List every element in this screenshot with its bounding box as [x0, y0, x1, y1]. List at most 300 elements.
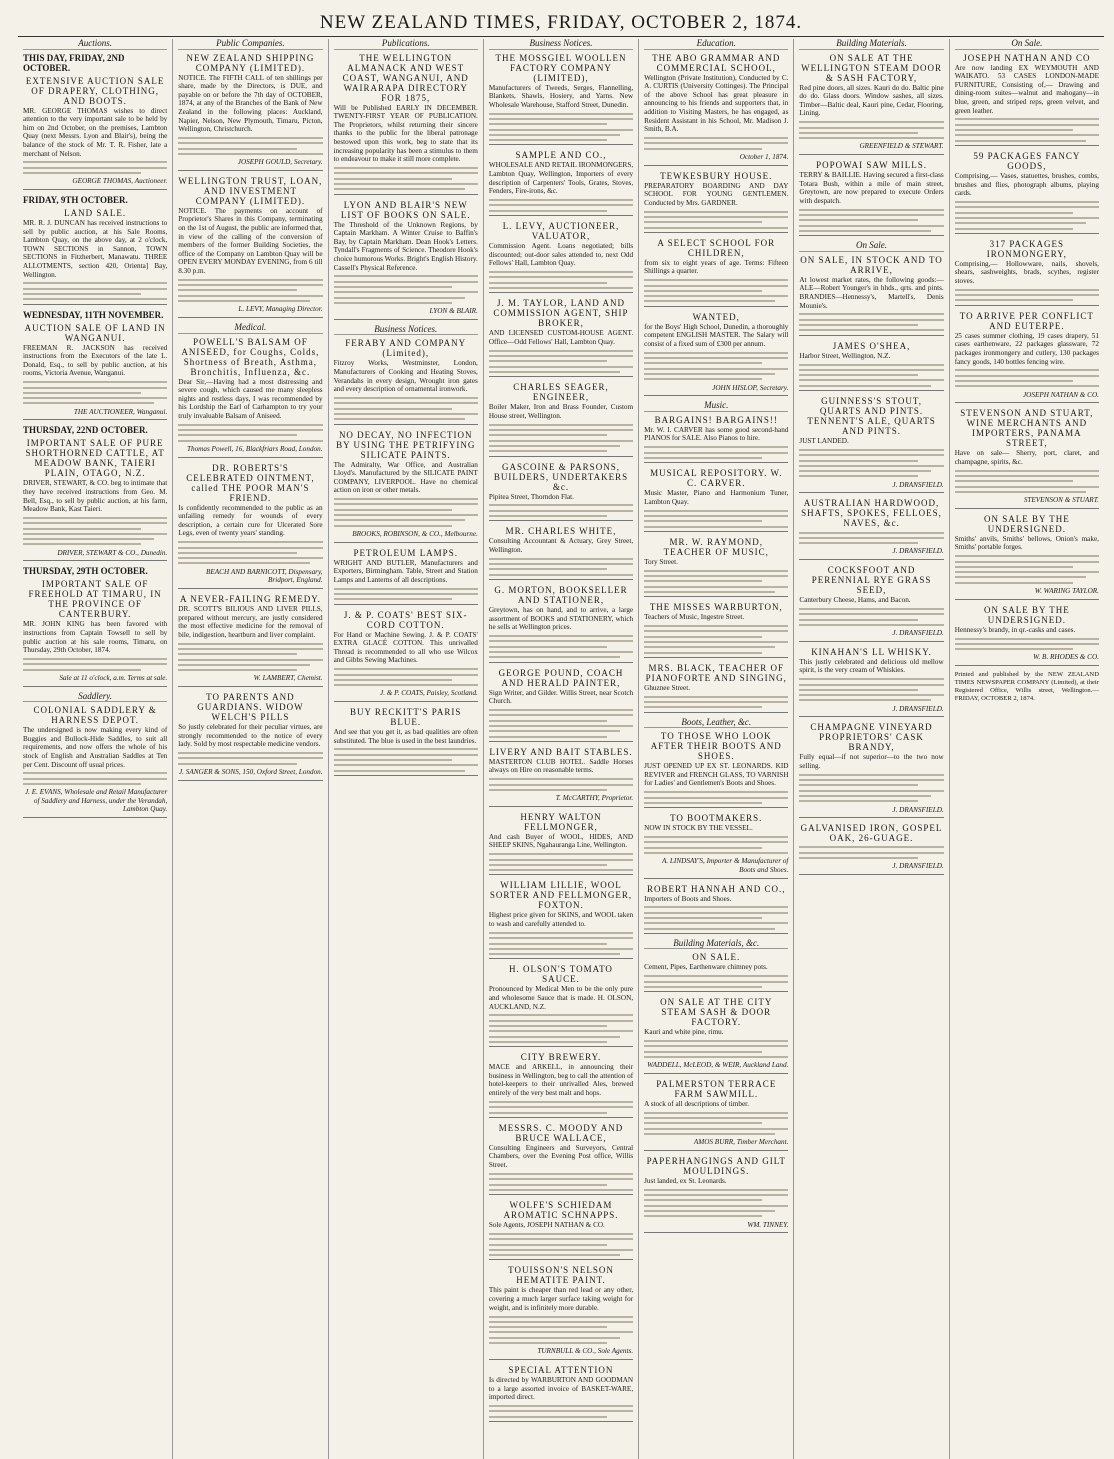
ad-body-continued	[489, 1233, 633, 1256]
section-heading: Boots, Leather, &c.	[644, 718, 788, 729]
ad-body-continued	[489, 271, 633, 289]
ad-signature: J. DRANSFIELD.	[892, 480, 944, 489]
divider	[489, 1117, 633, 1118]
ad-body-continued	[799, 678, 943, 701]
section-heading: Publications.	[334, 39, 478, 50]
ad-body: PREPARATORY BOARDING AND DAY SCHOOL FOR YOUNG GENTLEMEN. Conducted by Mrs. GARDNER.	[644, 181, 789, 207]
advertisement	[799, 823, 943, 875]
ad-signature: JOSEPH NATHAN & CO.	[1022, 390, 1099, 399]
ad-signature: LYON & BLAIR.	[429, 307, 478, 316]
ad-body: Is directed by WARBURTON AND GOODMAN to a large assorted invoice of BASKET-WARE, imported direct.	[488, 1375, 634, 1402]
divider	[334, 424, 478, 425]
ad-signature: BROOKS, ROBINSON, & CO., Melbourne.	[352, 529, 478, 538]
ad-body: Manufacturers of Tweeds, Serges, Flannelling, Blankets, Shawls, Hosiery, and Yarns. New Wholesale Warehouse, Stafford Street, Dunedin.	[488, 83, 634, 109]
advertisement	[489, 1365, 633, 1422]
ad-body: Mr. W. I. CARVER has some good second-hand PIANOS for SALE. Also Pianos to hire.	[644, 425, 789, 443]
divider	[489, 741, 633, 742]
ad-body: Cement, Pipes, Earthenware chimney pots.	[644, 963, 768, 972]
advertisement	[955, 311, 1099, 403]
ad-dateline: FRIDAY, 9TH OCTOBER.	[23, 194, 128, 205]
ad-title: TO ARRIVE PER CONFLICT AND EUTERPE.	[959, 310, 1094, 331]
ad-body: Boiler Maker, Iron and Brass Founder, Custom House street, Wellington.	[488, 403, 634, 420]
advertisement	[489, 880, 633, 959]
advertisement	[334, 610, 478, 702]
advertisement	[23, 425, 167, 561]
ad-body: Music Master, Piano and Harmonium Tuner, Lambton Quay.	[644, 489, 789, 506]
ad-title: AUSTRALIAN HARDWOOD, SHAFTS, SPOKES, FELLOES, NAVES, &c.	[801, 498, 942, 529]
ad-body-continued	[334, 668, 478, 686]
ad-title: STEVENSON AND STUART, WINE MERCHANTS AND IMPORTERS, PANAMA STREET,	[960, 408, 1094, 449]
ad-title: TO PARENTS AND GUARDIANS. WIDOW WELCH'S PILLS	[197, 691, 304, 722]
ad-body-continued	[178, 643, 322, 671]
divider	[489, 874, 633, 875]
divider	[644, 878, 788, 879]
ad-body-continued	[644, 1189, 788, 1217]
ad-signature: W. B. RHODES & CO.	[1033, 653, 1099, 662]
divider	[644, 712, 788, 713]
ad-body-continued	[799, 449, 943, 477]
ad-title: CHAMPAGNE VINEYARD PROPRIETORS' CASK BRANDY,	[810, 722, 933, 753]
ad-title: L. LEVY, AUCTIONEER, VALUATOR,	[502, 221, 620, 242]
ad-signature: TURNBULL & CO., Sole Agents.	[537, 1347, 634, 1356]
ad-body: JUST OPENED UP EX ST. LEONARDS. KID REVIVER and FRENCH GLASS, TO VARNISH for Ladies' and Gentlemen's Boots and Shoes.	[644, 762, 789, 788]
ad-signature: STEVENSON & STUART.	[1023, 496, 1099, 505]
advertisement	[799, 255, 943, 336]
advertisement	[178, 53, 322, 171]
ad-signature: J. DRANSFIELD.	[892, 629, 944, 638]
advertisement	[799, 396, 943, 493]
ad-signature: L. LEVY, Managing Director.	[238, 305, 323, 314]
ad-body: WHOLESALE AND RETAIL IRONMONGERS, Lambton Quay, Wellington, Importers of every description of Carpenters' Tools, Grates, Stoves, Fenders, Fire-irons, &c.	[488, 161, 634, 196]
advertisement	[178, 176, 322, 318]
ad-body-continued	[489, 504, 633, 517]
ad-body-continued	[799, 532, 943, 545]
advertisement	[799, 647, 943, 718]
advertisement	[489, 964, 633, 1047]
divider	[489, 1359, 633, 1360]
advertisement	[955, 53, 1099, 146]
advertisement	[489, 1265, 633, 1359]
ad-signature: October 1, 1874.	[739, 152, 789, 161]
advertisement	[489, 298, 633, 377]
ad-body-continued	[489, 778, 633, 791]
ad-title: CHARLES SEAGER, ENGINEER,	[513, 382, 609, 403]
divider	[334, 604, 478, 605]
ad-title: GALVANISED IRON, GOSPEL OAK, 26-GUAGE.	[800, 823, 943, 844]
ad-title: GUINNESS'S STOUT, QUARTS AND PINTS. TENNENT'S ALE, QUARTS AND PINTS.	[807, 396, 936, 437]
advertisement	[489, 668, 633, 742]
divider	[23, 560, 167, 561]
ad-body-continued	[799, 364, 943, 387]
section-heading: Building Materials, &c.	[644, 939, 788, 950]
ad-signature: J. DRANSFIELD.	[892, 805, 944, 814]
ad-title: POWELL'S BALSAM OF ANISEED, for Coughs, Colds, Shortness of Breath, Asthma, Bronchitis, Influenza, &c.	[181, 336, 320, 377]
section-heading: Auctions.	[23, 39, 167, 50]
ad-title: IMPORTANT SALE OF FREEHOLD AT TIMARU, IN THE PROVINCE OF CANTERBURY.	[28, 579, 162, 620]
ad-title: WANTED,	[692, 311, 740, 322]
ad-title: IMPORTANT SALE OF PURE SHORTHORNED CATTLE, AT MEADOW BANK, TAIERI PLAIN, OTAGO, N.Z.	[25, 438, 165, 479]
ad-title: TO BOOTMAKERS.	[670, 813, 763, 824]
ad-body: from six to eight years of age. Terms: Fifteen Shillings a quarter.	[644, 258, 789, 276]
advertisement	[489, 221, 633, 293]
section-heading: Medical.	[178, 323, 322, 334]
advertisement	[644, 602, 788, 658]
ad-body: FREEMAN R. JACKSON has received instructions from the Executors of the late L. Donald, Esq., to sell by public auction, at his rooms, Victoria Avenue, Wanganui.	[23, 343, 168, 378]
ad-body: NOTICE. The FIFTH CALL of ten shillings per share, made by the Directors, is DUE, and payable on or before the 7th day of OCTOBER, 1874, at any of the Branches of the Bank of New Zealand in the following places: Auckland, Napier, Nelson, New Plymouth, Timaru, Picton, Wellington, Christchurch.	[178, 73, 323, 134]
ad-body-continued	[489, 635, 633, 658]
ad-body: MACE and ARKELL, in announcing their business in Wellington, beg to call the attention of hotel-keepers to their unrivalled Ales, brewed entirely of the very best malt and hops.	[488, 1063, 634, 1098]
ad-body-continued	[799, 313, 943, 331]
ad-title: ON SALE AT THE CITY STEAM SASH & DOOR FACTORY.	[660, 997, 773, 1028]
divider	[799, 235, 943, 236]
ad-body-continued	[489, 199, 633, 212]
divider	[23, 817, 167, 818]
divider	[178, 686, 322, 687]
ad-body: Hennessy's brandy, in qr.-casks and cases.	[954, 625, 1076, 634]
divider	[799, 874, 943, 875]
ad-body: 25 cases summer clothing, 19 cases drapery, 51 cases earthenware, 22 packages glassware, 72 packages ironmongery and cutlery, 130 packages fancy goods, 140 bottles fencing wire.	[954, 331, 1099, 366]
ad-body: Fully equal—if not superior—to the two now selling.	[799, 753, 944, 770]
section-heading: On Sale.	[955, 39, 1099, 50]
column-7	[950, 39, 1104, 1459]
ad-body: Teachers of Music, Ingestre Street.	[644, 613, 745, 622]
divider	[644, 232, 788, 233]
divider	[644, 165, 788, 166]
divider	[644, 657, 788, 658]
ad-body: NOW IN STOCK BY THE VESSEL.	[644, 824, 753, 833]
ad-body-continued	[955, 638, 1099, 651]
ad-body-continued	[334, 588, 478, 601]
ad-title: A SELECT SCHOOL FOR CHILDREN,	[657, 237, 776, 258]
ad-body: Sign Writer, and Gilder. Willis Street, near Scotch Church.	[488, 688, 634, 706]
divider	[644, 531, 788, 532]
ad-body-continued	[334, 275, 478, 303]
ad-body-continued	[334, 167, 478, 190]
ad-body-continued	[178, 752, 322, 765]
ad-body: And see that you get it, as bad qualities are often substituted. The blue is used in the best laundries.	[333, 727, 478, 745]
section-heading: Music.	[644, 401, 788, 412]
advertisement	[334, 338, 478, 424]
ad-title: COCKSFOOT AND PERENNIAL RYE GRASS SEED,	[811, 565, 932, 596]
ad-title: AUCTION SALE OF LAND IN WANGANUI.	[24, 322, 166, 343]
ad-body: DRIVER, STEWART, & CO. beg to intimate that they have received instructions from Geo. M. Bell, Esq., to sell by public auction, at his farm, Meadow Bank, Kast Taieri.	[23, 479, 168, 514]
section-heading: Education.	[644, 39, 788, 50]
divider	[955, 402, 1099, 403]
advertisement	[644, 1079, 788, 1151]
ad-body-continued	[955, 201, 1099, 229]
ad-body-continued	[644, 279, 788, 302]
advertisement	[334, 430, 478, 543]
ad-title: DR. ROBERTS'S CELEBRATED OINTMENT, called THE POOR MAN'S FRIEND.	[186, 462, 315, 503]
ad-body: Wellington (Private Institution), Conducted by C. A. CURTIS (University Cottinges). The Principal of the above School has great pleasure in announcing to his friends and supporters that, in addition to Visiting Masters, he has engaged, as Resident Assistant in his School, Mr. Madison J. Smith, B.A.	[644, 73, 789, 134]
ad-signature: GREENFIELD & STEWART.	[859, 142, 944, 151]
divider	[644, 462, 788, 463]
divider	[489, 456, 633, 457]
section-heading: On Sale.	[799, 241, 943, 252]
divider	[489, 520, 633, 521]
ad-signature: GEORGE THOMAS, Auctioneer.	[72, 177, 168, 186]
ad-body-continued	[23, 772, 167, 785]
divider	[23, 189, 167, 190]
ad-title: NO DECAY, NO INFECTION BY USING THE PETRIFYING SILICATE PAINTS.	[336, 429, 476, 460]
section-heading: Saddlery.	[23, 692, 167, 703]
divider	[489, 215, 633, 216]
ad-body-continued	[644, 570, 788, 593]
advertisement	[799, 53, 943, 155]
divider	[955, 508, 1099, 509]
column-6	[794, 39, 949, 1459]
ad-body-continued	[644, 696, 788, 709]
divider	[334, 775, 478, 776]
advertisement	[23, 53, 167, 190]
divider	[644, 1232, 788, 1233]
ad-body: Fitzroy Works, Westminster, London, Manufacturers of Cooking and Heating Stoves, Verandahs in every design, Wrought iron gates and every description of ornamental ironwork.	[333, 359, 478, 394]
divider	[644, 1073, 788, 1074]
ad-body: A stock of all descriptions of timber.	[644, 1099, 749, 1108]
ad-title: WELLINGTON TRUST, LOAN, AND INVESTMENT COMPANY (LIMITED).	[178, 175, 323, 206]
section-heading: Public Companies.	[178, 39, 322, 50]
advertisement	[644, 731, 788, 808]
divider	[23, 686, 167, 687]
ad-body-continued	[23, 161, 167, 174]
advertisement	[644, 997, 788, 1074]
ad-title: KINAHAN'S LL WHISKY.	[811, 646, 932, 657]
divider	[489, 1421, 633, 1422]
ad-body: AND LICENSED CUSTOM-HOUSE AGENT. Office—Odd Fellows' Hall, Lambton Quay.	[488, 329, 634, 346]
ad-body: Have on sale— Sherry, port, claret, and champagne, spirits, &c.	[954, 449, 1099, 466]
ad-signature: A. LINDSAY'S, Importer & Manufacturer of Boots and Shoes.	[661, 857, 789, 874]
advertisement	[799, 160, 943, 236]
ad-title: FERABY AND COMPANY (Limited),	[345, 338, 467, 359]
ad-title: A NEVER-FAILING REMEDY.	[179, 593, 321, 604]
ad-body-continued	[489, 1014, 633, 1042]
ad-title: MUSICAL REPOSITORY. W. C. CARVER.	[650, 468, 783, 489]
ad-body: Commission Agent. Loans negotiated; bills discounted; out-door sales attended to, next Odd Fellows' Hall, Lambton Quay.	[488, 242, 634, 268]
ad-title: JOSEPH NATHAN AND CO	[963, 52, 1091, 63]
advertisement	[644, 53, 788, 166]
column-5	[639, 39, 794, 1459]
ad-body: For Hand or Machine Sewing. J. & P. COATS' EXTRA GLACÉ COTTON. This unrivalled Thread is recommended to all who use Wilcox and Gibbs Sewing Machines.	[333, 630, 478, 665]
advertisement	[489, 150, 633, 216]
ad-signature: Thomas Powell, 16, Blackfriars Road, London.	[186, 445, 323, 453]
ad-title: THE WELLINGTON ALMANACK AND WEST COAST, WANGANUI, AND WAIRARAPA DIRECTORY FOR 1875,	[342, 52, 469, 103]
ad-body: Importers of Boots and Shoes.	[644, 894, 732, 903]
ad-body-continued	[178, 424, 322, 442]
ad-signature: J. DRANSFIELD.	[892, 704, 944, 713]
advertisement	[334, 53, 478, 195]
ad-body: Consulting Engineers and Surveyors, Central Chambers, over the Evening Post office, Willis Street.	[488, 1143, 634, 1170]
printer-imprint: Printed and published by the NEW ZEALAND TIMES NEWSPAPER COMPANY (Limited), at their Registered Office, Willis street, Wellington.—FRIDAY, OCTOBER 2, 1874.	[954, 671, 1099, 703]
ad-body-continued	[23, 282, 167, 300]
divider	[644, 991, 788, 992]
ad-body: Comprising,— Hollowware, nails, shovels, shears, sashweights, brads, scythes, register stoves.	[954, 259, 1099, 285]
divider	[178, 588, 322, 589]
ad-title: THE MOSSGIEL WOOLLEN FACTORY COMPANY (LIMITED),	[495, 52, 627, 83]
ad-title: 59 PACKAGES FANCY GOODS,	[973, 150, 1081, 171]
ad-body-continued	[489, 1101, 633, 1114]
ad-title: JAMES O'SHEA,	[832, 340, 911, 351]
advertisement	[644, 813, 788, 878]
ad-body-continued	[489, 709, 633, 737]
divider	[799, 492, 943, 493]
divider	[334, 319, 478, 320]
divider	[489, 1046, 633, 1047]
ad-body: Greytown, has on hand, and to arrive, a large assortment of BOOKS and STATIONERY, which he sells at Wellington prices.	[488, 605, 634, 632]
ad-title: J. & P. COATS' BEST SIX-CORD COTTON.	[343, 609, 468, 630]
advertisement	[799, 565, 943, 642]
ad-title: WOLFE'S SCHIEDAM AROMATIC SCHNAPPS.	[503, 1200, 619, 1221]
ad-body: Kauri and white pine, rimu.	[644, 1028, 724, 1037]
ad-signature: WM. TINNEY.	[747, 1220, 789, 1229]
ad-signature: J. SANGER & SONS, 150, Oxford Street, London.	[178, 767, 323, 776]
ad-body-continued	[23, 658, 167, 671]
advertisement	[644, 663, 788, 713]
ad-body: Ghuznee Street.	[644, 683, 691, 692]
ad-signature: J. DRANSFIELD.	[892, 862, 944, 871]
ad-body: MR. JOHN KING has been favored with instructions from Captain Towsell to sell by public auction at his sale rooms, Timaru, on Thursday, 29th October, 1874.	[23, 620, 168, 655]
ad-signature: WADDELL, McLEOD, & WEIR, Auckland Land.	[647, 1061, 789, 1070]
ad-body: for the Boys' High School, Dunedin, a thoroughly competent ENGLISH MASTER. The Salary will consist of a fixed sum of £300 per annum.	[644, 322, 789, 348]
divider	[799, 716, 943, 717]
ad-body: TERRY & BAILLIE. Having secured a first-class Totara Bush, within a mile of main street, Greytown, are now prepared to execute Orders with despatch.	[799, 171, 944, 205]
section-heading: Business Notices.	[489, 39, 633, 50]
ad-body: The undersigned is now making every kind of Buggies and Bullock-Hide Saddles, to suit all requirements, and now offers the whole of his stock of English and Australian Saddles at Ten per Cent. Discount off usual prices.	[23, 726, 168, 769]
advertisement	[489, 585, 633, 663]
advertisement	[644, 1156, 788, 1233]
ad-title: PAPERHANGINGS AND GILT MOULDINGS.	[646, 1155, 786, 1176]
masthead: NEW ZEALAND TIMES, FRIDAY, OCTOBER 2, 1874.	[18, 8, 1104, 37]
ad-body-continued	[23, 517, 167, 545]
ad-body-continued	[178, 279, 322, 302]
ad-body-continued	[644, 1040, 788, 1058]
ad-body: Comprising,— Vases, statuettes, brushes, combs, brushes and flies, photograph albums, playing cards.	[954, 171, 1099, 198]
ad-signature: DRIVER, STEWART & CO., Dunedin.	[57, 548, 168, 557]
ad-title: BARGAINS! BARGAINS!!	[654, 414, 778, 425]
advertisement	[644, 312, 788, 396]
ad-title: MRS. BLACK, TEACHER OF PIANOFORTE AND SINGING,	[645, 662, 787, 683]
ad-title: PETROLEUM LAMPS.	[353, 547, 458, 558]
ad-signature: AMOS BURR, Timber Merchant.	[693, 1138, 789, 1147]
ad-body: Harbor Street, Wellington, N.Z.	[799, 351, 891, 360]
divider	[178, 170, 322, 171]
divider	[955, 233, 1099, 234]
ad-body-continued	[644, 975, 788, 988]
section-heading: Business Notices.	[334, 325, 478, 336]
ad-body-continued	[955, 555, 1099, 583]
advertisement	[334, 200, 478, 320]
ad-signature: Sale at 11 o'clock, a.m. Terms at sale.	[59, 673, 168, 682]
divider	[178, 457, 322, 458]
ad-title: H. OLSON'S TOMATO SAUCE.	[509, 964, 613, 985]
ad-title: SAMPLE AND CO.,	[515, 150, 607, 161]
ad-body: JUST LANDED.	[799, 437, 849, 446]
ad-body-continued	[489, 558, 633, 576]
ad-body-continued	[799, 846, 943, 859]
ad-body-continued	[489, 113, 633, 141]
ad-dateline: THIS DAY, FRIDAY, 2ND OCTOBER.	[23, 52, 125, 73]
section-heading: Building Materials.	[799, 39, 943, 50]
divider	[799, 641, 943, 642]
ad-body-continued	[644, 791, 788, 804]
divider	[178, 780, 322, 781]
divider	[955, 305, 1099, 306]
ad-body-continued	[644, 446, 788, 459]
advertisement	[334, 548, 478, 605]
column-1	[18, 39, 173, 1459]
ad-body-continued	[799, 608, 943, 626]
advertisement	[178, 463, 322, 589]
advertisement	[644, 415, 788, 463]
advertisement	[489, 382, 633, 456]
ad-title: BUY RECKITT'S PARIS BLUE.	[349, 706, 462, 727]
advertisement	[489, 1052, 633, 1118]
ad-title: ROBERT HANNAH AND CO.,	[646, 883, 786, 894]
advertisement	[955, 514, 1099, 600]
ad-body: Will be Published EARLY IN DECEMBER. TWENTY-FIRST YEAR OF PUBLICATION. The Proprietors, whilst returning their sincere thanks to the public for the liberal patronage bestowed upon this work, beg to state that its increasing popularity has been a stimulus to them to endeavour to make it still more complete.	[333, 103, 478, 164]
ad-title: SPECIAL ATTENTION	[508, 1364, 614, 1375]
ad-body: Dear Sir,—Having had a most distressing and severe cough, which caused me many sleepless nights and restless days, I was recommended by his Lordship the Earl of Carhampton to try your truly invaluable Balsam of Aniseed.	[178, 377, 323, 420]
ad-title: POPOWAI SAW MILLS.	[816, 160, 927, 171]
advertisement	[178, 594, 322, 687]
advertisement	[489, 462, 633, 522]
ad-title: WILLIAM LILLIE, WOOL SORTER AND FELLMONGER, FOXTON.	[489, 880, 633, 911]
divider	[799, 390, 943, 391]
ad-body: Just landed, ex St. Leonards.	[644, 1176, 727, 1185]
ad-title: THE MISSES WARBURTON,	[649, 602, 783, 613]
ad-body: Pipitea Street, Thorndon Flat.	[488, 492, 574, 501]
ad-title: TOUISSON'S NELSON HEMATITE PAINT.	[508, 1265, 614, 1286]
ad-title: GASCOINE & PARSONS, BUILDERS, UNDERTAKERS &c.	[493, 461, 629, 492]
column-4	[484, 39, 639, 1459]
divider	[334, 194, 478, 195]
advertisement	[23, 705, 167, 818]
ad-body-continued	[644, 211, 788, 229]
ad-title: NEW ZEALAND SHIPPING COMPANY (LIMITED).	[186, 52, 315, 73]
ad-body-continued	[489, 932, 633, 955]
ad-signature: W. WARING TAYLOR.	[1034, 587, 1099, 596]
ad-title: TO THOSE WHO LOOK AFTER THEIR BOOTS AND SHOES.	[650, 731, 782, 762]
ad-body-continued	[644, 352, 788, 380]
ad-title: G. MORTON, BOOKSELLER AND STATIONER,	[494, 584, 628, 605]
ad-body-continued	[489, 1316, 633, 1344]
ad-title: THE ABO GRAMMAR AND COMMERCIAL SCHOOL,	[652, 52, 781, 73]
ad-signature: JOHN HISLOP, Secretary.	[712, 383, 789, 392]
advertisement	[955, 605, 1099, 666]
ad-body-continued	[489, 1405, 633, 1418]
ad-body: DR. SCOTT'S BILIOUS AND LIVER PILLS, prepared without mercury, are justly considered the most effective medicine for the removal of bile, indigestion, heartburn and liver complaint.	[178, 604, 323, 639]
divider	[489, 662, 633, 663]
ad-body-continued	[644, 906, 788, 929]
advertisement	[799, 498, 943, 560]
divider	[955, 599, 1099, 600]
ad-body-continued	[334, 748, 478, 771]
advertisement	[489, 526, 633, 580]
ad-body: NOTICE. The payments on account of Proprietor's Shares in this Company, terminating on the 1st of August, the public are informed that, in view of the calling of the conversion of members of the former Building Societies, the office of the Company on Lambton Quay will be OPEN EVERY MONDAY EVENING, from 6 till 8.30 p.m.	[178, 206, 323, 275]
divider	[955, 665, 1099, 666]
divider	[178, 317, 322, 318]
ad-title: LIVERY AND BAIT STABLES.	[489, 746, 633, 757]
divider	[334, 542, 478, 543]
ad-title: LAND SALE.	[64, 207, 127, 218]
divider	[489, 144, 633, 145]
divider	[489, 376, 633, 377]
divider	[644, 395, 788, 396]
ad-body-continued	[955, 369, 1099, 387]
advertisement	[644, 171, 788, 233]
divider	[23, 304, 167, 305]
divider	[644, 306, 788, 307]
ad-title: CITY BREWERY.	[520, 1052, 602, 1063]
